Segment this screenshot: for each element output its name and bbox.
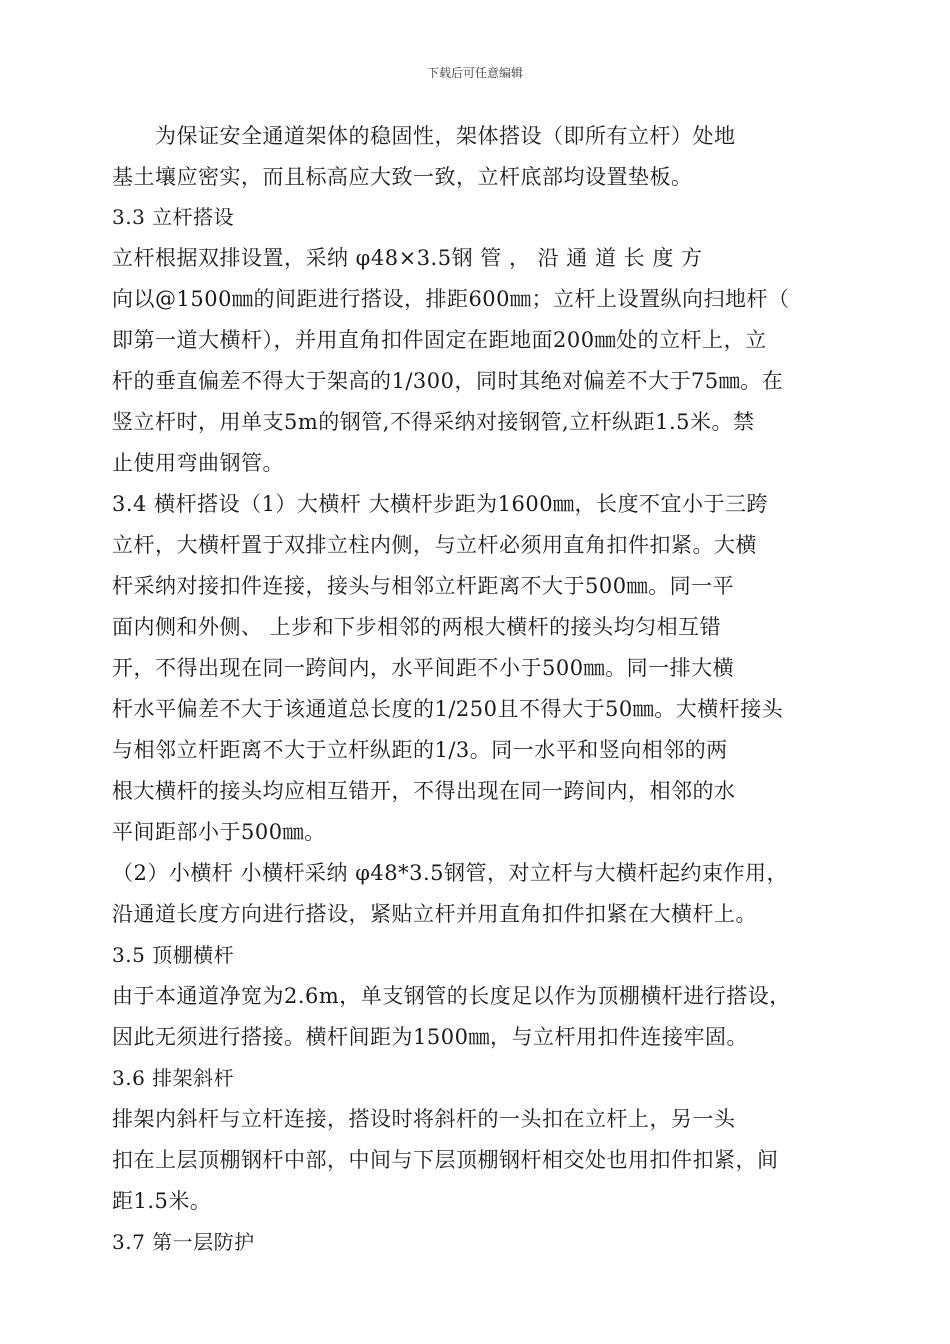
body-line: 由于本通道净宽为2.6m，单支钢管的长度足以作为顶棚横杆进行搭设， bbox=[112, 984, 791, 1008]
body-line: 竖立杆时，用单支5m的钢管,不得采纳对接钢管,立杆纵距1.5米。禁 bbox=[112, 410, 755, 434]
page-header-note: 下载后可任意编辑 bbox=[426, 66, 523, 80]
body-line: 即第一道大横杆），并用直角扣件固定在距地面200㎜处的立杆上，立 bbox=[112, 328, 767, 352]
body-line: 向以@1500㎜的间距进行搭设，排距600㎜；立杆上设置纵向扫地杆（ bbox=[112, 287, 790, 311]
body-line: 杆水平偏差不大于该通道总长度的1/250且不得大于50㎜。大横杆接头 bbox=[112, 697, 784, 721]
body-line: 平间距部小于500㎜。 bbox=[112, 820, 326, 844]
body-line: 开，不得出现在同一跨间内，水平间距不小于500㎜。同一排大横 bbox=[112, 656, 735, 680]
section-heading: 3.3 立杆搭设 bbox=[112, 205, 235, 229]
body-line: 立杆，大横杆置于双排立柱内侧，与立杆必须用直角扣件扣紧。大横 bbox=[112, 533, 757, 557]
section-heading: 3.6 排架斜杆 bbox=[112, 1066, 235, 1090]
body-line: 为保证安全通道架体的稳固性，架体搭设（即所有立杆）处地 bbox=[112, 124, 736, 148]
section-heading: 3.7 第一层防护 bbox=[112, 1230, 255, 1254]
body-line: （2）小横杆 小横杆采纳 φ48*3.5钢管，对立杆与大横杆起约束作用， bbox=[112, 861, 789, 885]
body-line: 因此无须进行搭接。横杆间距为1500㎜，与立杆用扣件连接牢固。 bbox=[112, 1025, 748, 1049]
body-line: 面内侧和外侧、 上步和下步相邻的两根大横杆的接头均匀相互错 bbox=[112, 615, 722, 639]
body-line: 杆的垂直偏差不得大于架高的1/300，同时其绝对偏差不大于75㎜。在 bbox=[112, 369, 784, 393]
section-heading: 3.5 顶棚横杆 bbox=[112, 943, 235, 967]
section-heading: 3.4 横杆搭设（1）大横杆 大横杆步距为1600㎜，长度不宜小于三跨 bbox=[112, 492, 769, 516]
body-line: 基土壤应密实，而且标高应大致一致，立杆底部均设置垫板。 bbox=[112, 165, 693, 189]
body-line: 扣在上层顶棚钢杆中部，中间与下层顶棚钢杆相交处也用扣件扣紧，间 bbox=[112, 1148, 779, 1172]
body-line: 杆采纳对接扣件连接，接头与相邻立杆距离不大于500㎜。同一平 bbox=[112, 574, 735, 598]
body-line: 止使用弯曲钢管。 bbox=[112, 451, 284, 475]
body-line: 沿通道长度方向进行搭设，紧贴立杆并用直角扣件扣紧在大横杆上。 bbox=[112, 902, 757, 926]
body-line: 与相邻立杆距离不大于立杆纵距的1/3。同一水平和竖向相邻的两 bbox=[112, 738, 728, 762]
body-line: 根大横杆的接头均应相互错开，不得出现在同一跨间内，相邻的水 bbox=[112, 779, 736, 803]
body-line: 立杆根据双排设置，采纳 φ48×3.5钢 管 ， 沿 通 道 长 度 方 bbox=[112, 246, 703, 270]
body-line: 排架内斜杆与立杆连接，搭设时将斜杆的一头扣在立杆上，另一头 bbox=[112, 1107, 736, 1131]
body-line: 距1.5米。 bbox=[112, 1189, 212, 1213]
